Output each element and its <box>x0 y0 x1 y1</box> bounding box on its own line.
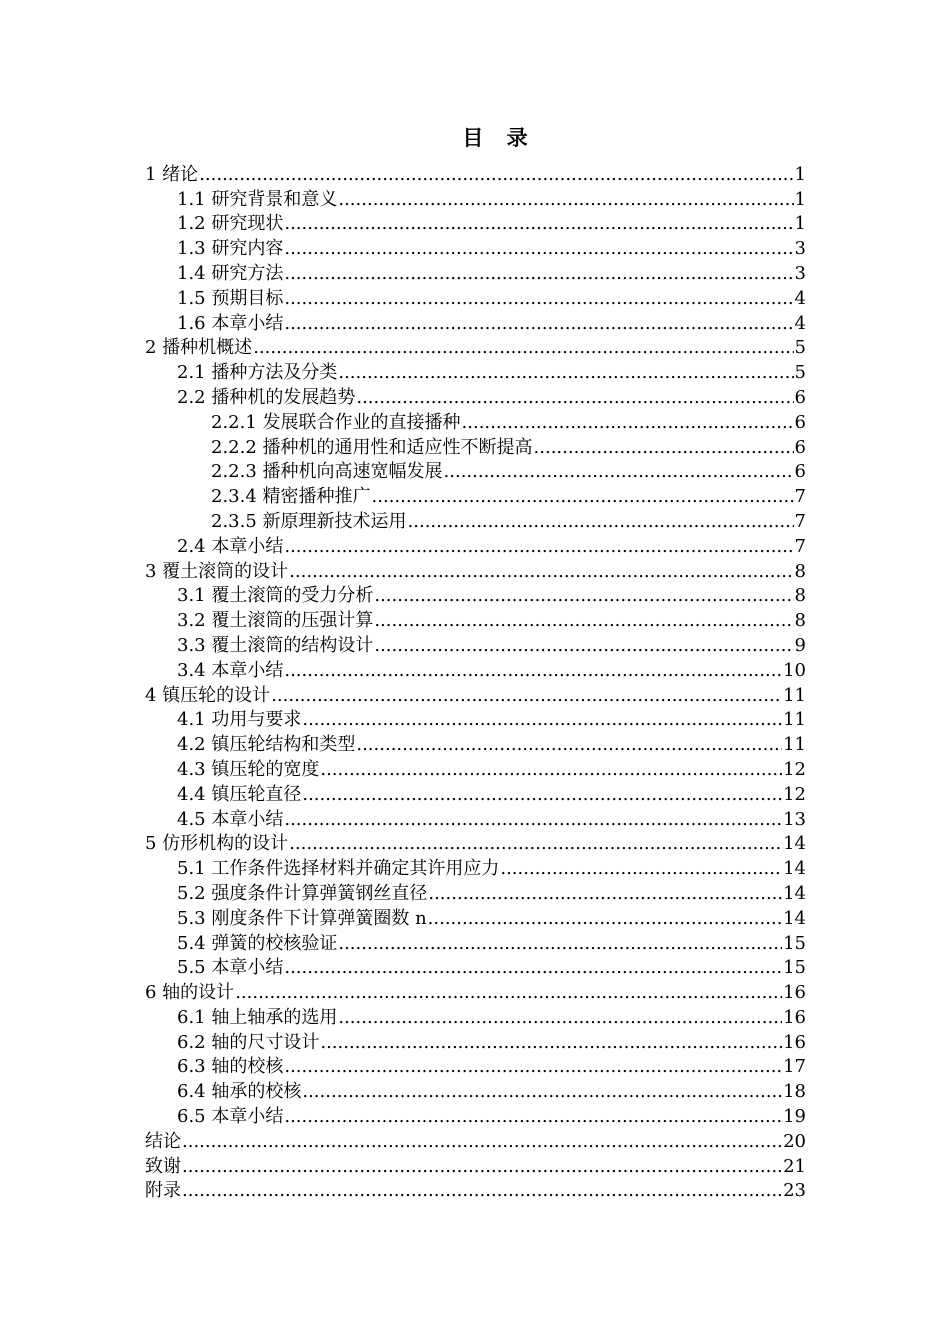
toc-dot-leader <box>199 164 793 186</box>
toc-dot-leader <box>320 759 782 781</box>
toc-entry[interactable] <box>145 409 806 434</box>
toc-entry-page-number: 12 <box>783 758 806 780</box>
toc-entry-label: 1.3 研究内容 <box>177 238 284 260</box>
toc-entry[interactable] <box>145 533 806 558</box>
toc-entry-page-number: 6 <box>794 411 806 433</box>
toc-entry-label: 结论 <box>145 1130 181 1152</box>
toc-entry-label: 2.2 播种机的发展趋势 <box>177 386 356 408</box>
toc-entry[interactable] <box>145 682 806 707</box>
toc-entry[interactable] <box>145 731 806 756</box>
toc-entry[interactable] <box>145 955 806 980</box>
toc-entry-page-number: 11 <box>783 709 806 731</box>
toc-entry[interactable] <box>145 1029 806 1054</box>
toc-entry[interactable] <box>145 161 806 186</box>
toc-dot-leader <box>428 908 782 930</box>
toc-entry-label: 1.4 研究方法 <box>177 262 284 284</box>
toc-entry-page-number: 20 <box>783 1130 806 1152</box>
toc-entry[interactable] <box>145 1078 806 1103</box>
toc-entry-label: 6.4 轴承的校核 <box>177 1081 302 1103</box>
toc-entry[interactable] <box>145 235 806 260</box>
toc-entry-label: 2.4 本章小结 <box>177 535 284 557</box>
toc-entry-page-number: 14 <box>783 907 806 929</box>
toc-dot-leader <box>284 213 793 235</box>
toc-entry[interactable] <box>145 483 806 508</box>
toc-entry[interactable] <box>145 930 806 955</box>
toc-entry-page-number: 9 <box>794 634 806 656</box>
toc-entry-page-number: 6 <box>794 386 806 408</box>
toc-entry-page-number: 8 <box>794 610 806 632</box>
toc-entry-page-number: 15 <box>783 932 806 954</box>
toc-entry-page-number: 7 <box>794 510 806 532</box>
toc-entry[interactable] <box>145 335 806 360</box>
toc-entry-label: 6.5 本章小结 <box>177 1106 284 1128</box>
toc-entry-page-number: 13 <box>783 808 806 830</box>
toc-dot-leader <box>284 809 782 831</box>
toc-entry-label: 6.1 轴上轴承的选用 <box>177 1006 338 1028</box>
toc-entry-label: 2.1 播种方法及分类 <box>177 362 338 384</box>
toc-entry-label: 1.5 预期目标 <box>177 287 284 309</box>
toc-entry[interactable] <box>145 756 806 781</box>
toc-entry-page-number: 23 <box>783 1180 806 1202</box>
toc-entry[interactable] <box>145 1153 806 1178</box>
toc-entry-label: 2.2.3 播种机向高速宽幅发展 <box>211 461 443 483</box>
toc-entry[interactable] <box>145 285 806 310</box>
toc-entry[interactable] <box>145 1004 806 1029</box>
toc-dot-leader <box>302 784 782 806</box>
toc-dot-leader <box>302 1081 782 1103</box>
toc-entry[interactable] <box>145 583 806 608</box>
toc-entry-page-number: 1 <box>794 188 806 210</box>
toc-dot-leader <box>284 1056 782 1078</box>
toc-entry[interactable] <box>145 1128 806 1153</box>
toc-entry-label: 4 镇压轮的设计 <box>145 684 271 706</box>
toc-entry-label: 1.1 研究背景和意义 <box>177 188 338 210</box>
toc-entry-label: 1.6 本章小结 <box>177 312 284 334</box>
toc-entry[interactable] <box>145 806 806 831</box>
toc-entry[interactable] <box>145 657 806 682</box>
toc-entry-label: 5.1 工作条件选择材料并确定其许用应力 <box>177 858 500 880</box>
toc-entry-page-number: 7 <box>794 486 806 508</box>
toc-dot-leader <box>500 858 782 880</box>
toc-entry-label: 3.4 本章小结 <box>177 659 284 681</box>
toc-entry-label: 5.5 本章小结 <box>177 957 284 979</box>
toc-dot-leader <box>289 833 782 855</box>
toc-entry-page-number: 14 <box>783 882 806 904</box>
toc-dot-leader <box>374 635 793 657</box>
toc-entry-page-number: 4 <box>794 287 806 309</box>
toc-entry-label: 6.2 轴的尺寸设计 <box>177 1031 320 1053</box>
toc-dot-leader <box>408 511 794 533</box>
toc-entry-label: 4.1 功用与要求 <box>177 709 302 731</box>
toc-entry[interactable] <box>145 632 806 657</box>
toc-dot-leader <box>534 437 794 459</box>
toc-entry-label: 3.1 覆土滚筒的受力分析 <box>177 585 374 607</box>
toc-dot-leader <box>235 982 782 1004</box>
toc-entry-label: 3 覆土滚筒的设计 <box>145 560 289 582</box>
toc-entry-page-number: 5 <box>794 337 806 359</box>
toc-dot-leader <box>320 1032 782 1054</box>
toc-entry[interactable] <box>145 880 806 905</box>
toc-entry-page-number: 14 <box>783 858 806 880</box>
toc-entry-label: 1 绪论 <box>145 163 199 185</box>
toc-entry[interactable] <box>145 831 806 856</box>
toc-dot-leader <box>271 685 782 707</box>
toc-entry-page-number: 1 <box>794 213 806 235</box>
toc-entry-page-number: 8 <box>794 560 806 582</box>
toc-entry-label: 附录 <box>145 1180 181 1202</box>
toc-dot-leader <box>284 957 782 979</box>
toc-entry-label: 6.3 轴的校核 <box>177 1056 284 1078</box>
toc-entry-page-number: 6 <box>794 461 806 483</box>
toc-dot-leader <box>284 288 793 310</box>
toc-entry-label: 5.2 强度条件计算弹簧钢丝直径 <box>177 882 428 904</box>
toc-dot-leader <box>338 362 793 384</box>
toc-entry[interactable] <box>145 855 806 880</box>
toc-entry-label: 4.3 镇压轮的宽度 <box>177 758 320 780</box>
toc-entry-page-number: 4 <box>794 312 806 334</box>
toc-entry-page-number: 11 <box>783 684 806 706</box>
toc-entry[interactable] <box>145 359 806 384</box>
toc-entry-page-number: 16 <box>783 1006 806 1028</box>
toc-entry[interactable] <box>145 508 806 533</box>
toc-dot-leader <box>462 412 794 434</box>
toc-entry-label: 6 轴的设计 <box>145 982 235 1004</box>
toc-entry[interactable] <box>145 1054 806 1079</box>
toc-entry[interactable] <box>145 558 806 583</box>
toc-dot-leader <box>182 1156 782 1178</box>
toc-entry-page-number: 8 <box>794 585 806 607</box>
toc-entry-label: 4.5 本章小结 <box>177 808 284 830</box>
toc-entry-page-number: 6 <box>794 436 806 458</box>
toc-dot-leader <box>338 933 782 955</box>
toc-entry-label: 2.2.2 播种机的通用性和适应性不断提高 <box>211 436 533 458</box>
toc-entry-page-number: 17 <box>783 1056 806 1078</box>
toc-entry-page-number: 7 <box>794 535 806 557</box>
toc-dot-leader <box>182 1131 782 1153</box>
toc-entry[interactable] <box>145 905 806 930</box>
toc-entry-page-number: 3 <box>794 262 806 284</box>
toc-dot-leader <box>289 561 793 583</box>
toc-entry-page-number: 16 <box>783 982 806 1004</box>
toc-dot-leader <box>284 536 793 558</box>
toc-dot-leader <box>356 734 782 756</box>
toc-list <box>145 161 806 1202</box>
toc-entry[interactable] <box>145 186 806 211</box>
toc-entry-page-number: 14 <box>783 833 806 855</box>
toc-entry-label: 3.2 覆土滚筒的压强计算 <box>177 610 374 632</box>
toc-entry-page-number: 16 <box>783 1031 806 1053</box>
toc-dot-leader <box>253 337 793 359</box>
toc-entry-page-number: 18 <box>783 1081 806 1103</box>
toc-entry[interactable] <box>145 979 806 1004</box>
toc-entry-page-number: 11 <box>783 734 806 756</box>
toc-entry-label: 5.4 弹簧的校核验证 <box>177 932 338 954</box>
toc-entry[interactable] <box>145 211 806 236</box>
toc-dot-leader <box>302 709 782 731</box>
toc-entry[interactable] <box>145 260 806 285</box>
toc-entry-label: 1.2 研究现状 <box>177 213 284 235</box>
toc-entry-label: 5 仿形机构的设计 <box>145 833 289 855</box>
toc-dot-leader <box>356 387 793 409</box>
toc-dot-leader <box>284 263 793 285</box>
toc-dot-leader <box>284 1106 782 1128</box>
toc-entry-page-number: 21 <box>783 1155 806 1177</box>
toc-entry-label: 4.4 镇压轮直径 <box>177 783 302 805</box>
toc-title: 目 录 <box>462 125 536 150</box>
toc-entry-label: 2.2.1 发展联合作业的直接播种 <box>211 411 461 433</box>
toc-dot-leader <box>338 189 793 211</box>
toc-entry[interactable] <box>145 434 806 459</box>
toc-entry[interactable] <box>145 384 806 409</box>
toc-entry[interactable] <box>145 459 806 484</box>
toc-dot-leader <box>372 486 794 508</box>
toc-entry-label: 2.3.4 精密播种推广 <box>211 486 371 508</box>
toc-dot-leader <box>428 883 782 905</box>
toc-entry-label: 3.3 覆土滚筒的结构设计 <box>177 634 374 656</box>
toc-dot-leader <box>338 1007 782 1029</box>
toc-entry-page-number: 12 <box>783 783 806 805</box>
toc-entry-label: 4.2 镇压轮结构和类型 <box>177 734 356 756</box>
toc-entry-label: 2 播种机概述 <box>145 337 253 359</box>
toc-dot-leader <box>374 610 793 632</box>
toc-entry-label: 致谢 <box>145 1155 181 1177</box>
toc-entry[interactable] <box>145 607 806 632</box>
toc-entry[interactable] <box>145 781 806 806</box>
toc-entry-label: 2.3.5 新原理新技术运用 <box>211 510 407 532</box>
toc-entry-page-number: 15 <box>783 957 806 979</box>
toc-dot-leader <box>374 585 793 607</box>
toc-entry-page-number: 1 <box>794 163 806 185</box>
toc-dot-leader <box>284 238 793 260</box>
toc-entry-label: 5.3 刚度条件下计算弹簧圈数 n <box>177 907 427 929</box>
toc-entry[interactable] <box>145 1178 806 1203</box>
toc-dot-leader <box>284 660 782 682</box>
toc-entry[interactable] <box>145 310 806 335</box>
toc-dot-leader <box>182 1180 782 1202</box>
toc-entry-page-number: 19 <box>783 1106 806 1128</box>
toc-entry[interactable] <box>145 707 806 732</box>
toc-dot-leader <box>284 313 793 335</box>
toc-dot-leader <box>444 461 794 483</box>
toc-entry[interactable] <box>145 1103 806 1128</box>
toc-entry-page-number: 10 <box>783 659 806 681</box>
toc-entry-page-number: 3 <box>794 238 806 260</box>
toc-entry-page-number: 5 <box>794 362 806 384</box>
